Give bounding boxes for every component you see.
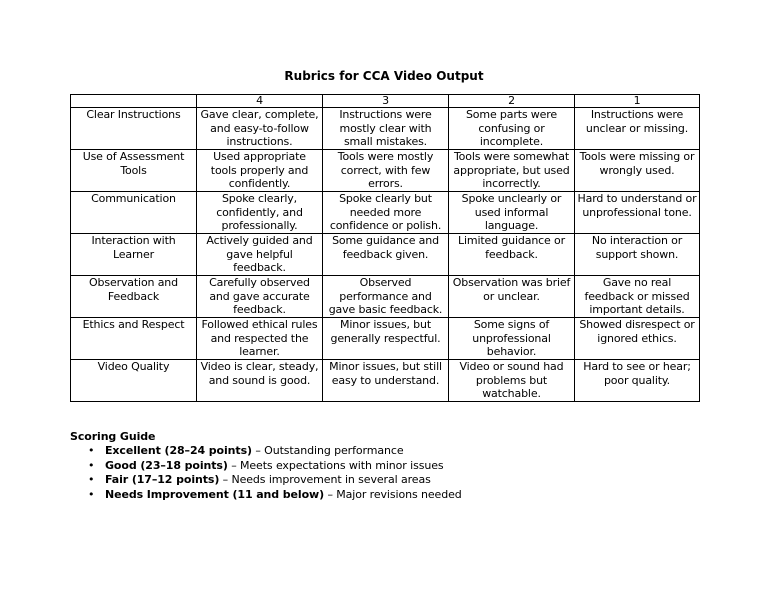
header-cell-score-3: 3 — [323, 95, 449, 108]
criterion-cell: Observation and Feedback — [71, 276, 197, 318]
table-cell: Video is clear, steady, and sound is good. — [197, 360, 323, 402]
table-cell: Carefully observed and gave accurate feedback. — [197, 276, 323, 318]
table-cell: Observed performance and gave basic feedback. — [323, 276, 449, 318]
list-item — [88, 487, 670, 502]
list-item — [88, 473, 670, 487]
score-description: – Major revisions needed — [324, 487, 462, 501]
table-cell: Showed disrespect or ignored ethics. — [575, 318, 700, 360]
header-cell-score-4: 4 — [197, 95, 323, 108]
score-description: – Needs improvement in several areas — [219, 473, 431, 487]
table-row — [71, 234, 700, 276]
score-level: Good (23–18 points) — [105, 458, 228, 472]
rubric-table — [70, 94, 700, 402]
criterion-cell: Communication — [71, 192, 197, 234]
table-cell: Tools were missing or wrongly used. — [575, 150, 700, 192]
table-row — [71, 192, 700, 234]
scoring-guide-list — [70, 444, 670, 502]
table-cell: Instructions were mostly clear with small mistakes. — [323, 108, 449, 150]
score-level: Fair (17–12 points) — [105, 473, 220, 487]
score-description: – Meets expectations with minor issues — [227, 458, 444, 472]
criterion-cell: Clear Instructions — [71, 108, 197, 150]
scoring-guide-title: Scoring Guide — [70, 430, 156, 443]
table-cell: No interaction or support shown. — [575, 234, 700, 276]
table-row — [71, 276, 700, 318]
table-cell: Hard to see or hear; poor quality. — [575, 360, 700, 402]
score-level: Excellent (28–24 points) — [105, 444, 252, 458]
table-cell: Instructions were unclear or missing. — [575, 108, 700, 150]
criterion-cell: Interaction with Learner — [71, 234, 197, 276]
table-header-row — [71, 95, 700, 108]
table-cell: Some signs of unprofessional behavior. — [449, 318, 575, 360]
criterion-cell: Video Quality — [71, 360, 197, 402]
table-cell: Video or sound had problems but watchable. — [449, 360, 575, 402]
table-row — [71, 360, 700, 402]
list-item — [88, 444, 670, 458]
bullet-icon: • — [88, 473, 95, 487]
table-cell: Tools were somewhat appropriate, but used incorrectly. — [449, 150, 575, 192]
table-cell: Observation was brief or unclear. — [449, 276, 575, 318]
table-cell: Tools were mostly correct, with few errors. — [323, 150, 449, 192]
table-cell: Minor issues, but still easy to understand. — [323, 360, 449, 402]
table-cell: Gave no real feedback or missed important details. — [575, 276, 700, 318]
table-cell: Followed ethical rules and respected the learner. — [197, 318, 323, 360]
table-row — [71, 108, 700, 150]
table-cell: Some parts were confusing or incomplete. — [449, 108, 575, 150]
table-cell: Gave clear, complete, and easy-to-follow instructions. — [197, 108, 323, 150]
table-cell: Actively guided and gave helpful feedback. — [197, 234, 323, 276]
scoring-guide — [70, 430, 670, 502]
table-cell: Limited guidance or feedback. — [449, 234, 575, 276]
table-cell: Spoke clearly, confidently, and professionally. — [197, 192, 323, 234]
bullet-icon: • — [88, 444, 95, 458]
table-cell: Some guidance and feedback given. — [323, 234, 449, 276]
criterion-cell: Ethics and Respect — [71, 318, 197, 360]
criterion-cell: Use of Assessment Tools — [71, 150, 197, 192]
header-cell-score-1: 1 — [575, 95, 700, 108]
table-cell: Minor issues, but generally respectful. — [323, 318, 449, 360]
table-row — [71, 318, 700, 360]
document-title: Rubrics for CCA Video Output — [284, 69, 484, 83]
table-row — [71, 150, 700, 192]
header-cell-criteria — [71, 95, 197, 108]
table-cell: Used appropriate tools properly and confidently. — [197, 150, 323, 192]
list-item — [88, 458, 670, 473]
table-cell: Spoke unclearly or used informal language. — [449, 192, 575, 234]
bullet-icon: • — [88, 487, 95, 501]
bullet-icon: • — [88, 458, 95, 472]
score-description: – Outstanding performance — [251, 444, 404, 458]
header-cell-score-2: 2 — [449, 95, 575, 108]
table-cell: Hard to understand or unprofessional tone. — [575, 192, 700, 234]
table-cell: Spoke clearly but needed more confidence or polish. — [323, 192, 449, 234]
score-level: Needs Improvement (11 and below) — [105, 487, 325, 501]
